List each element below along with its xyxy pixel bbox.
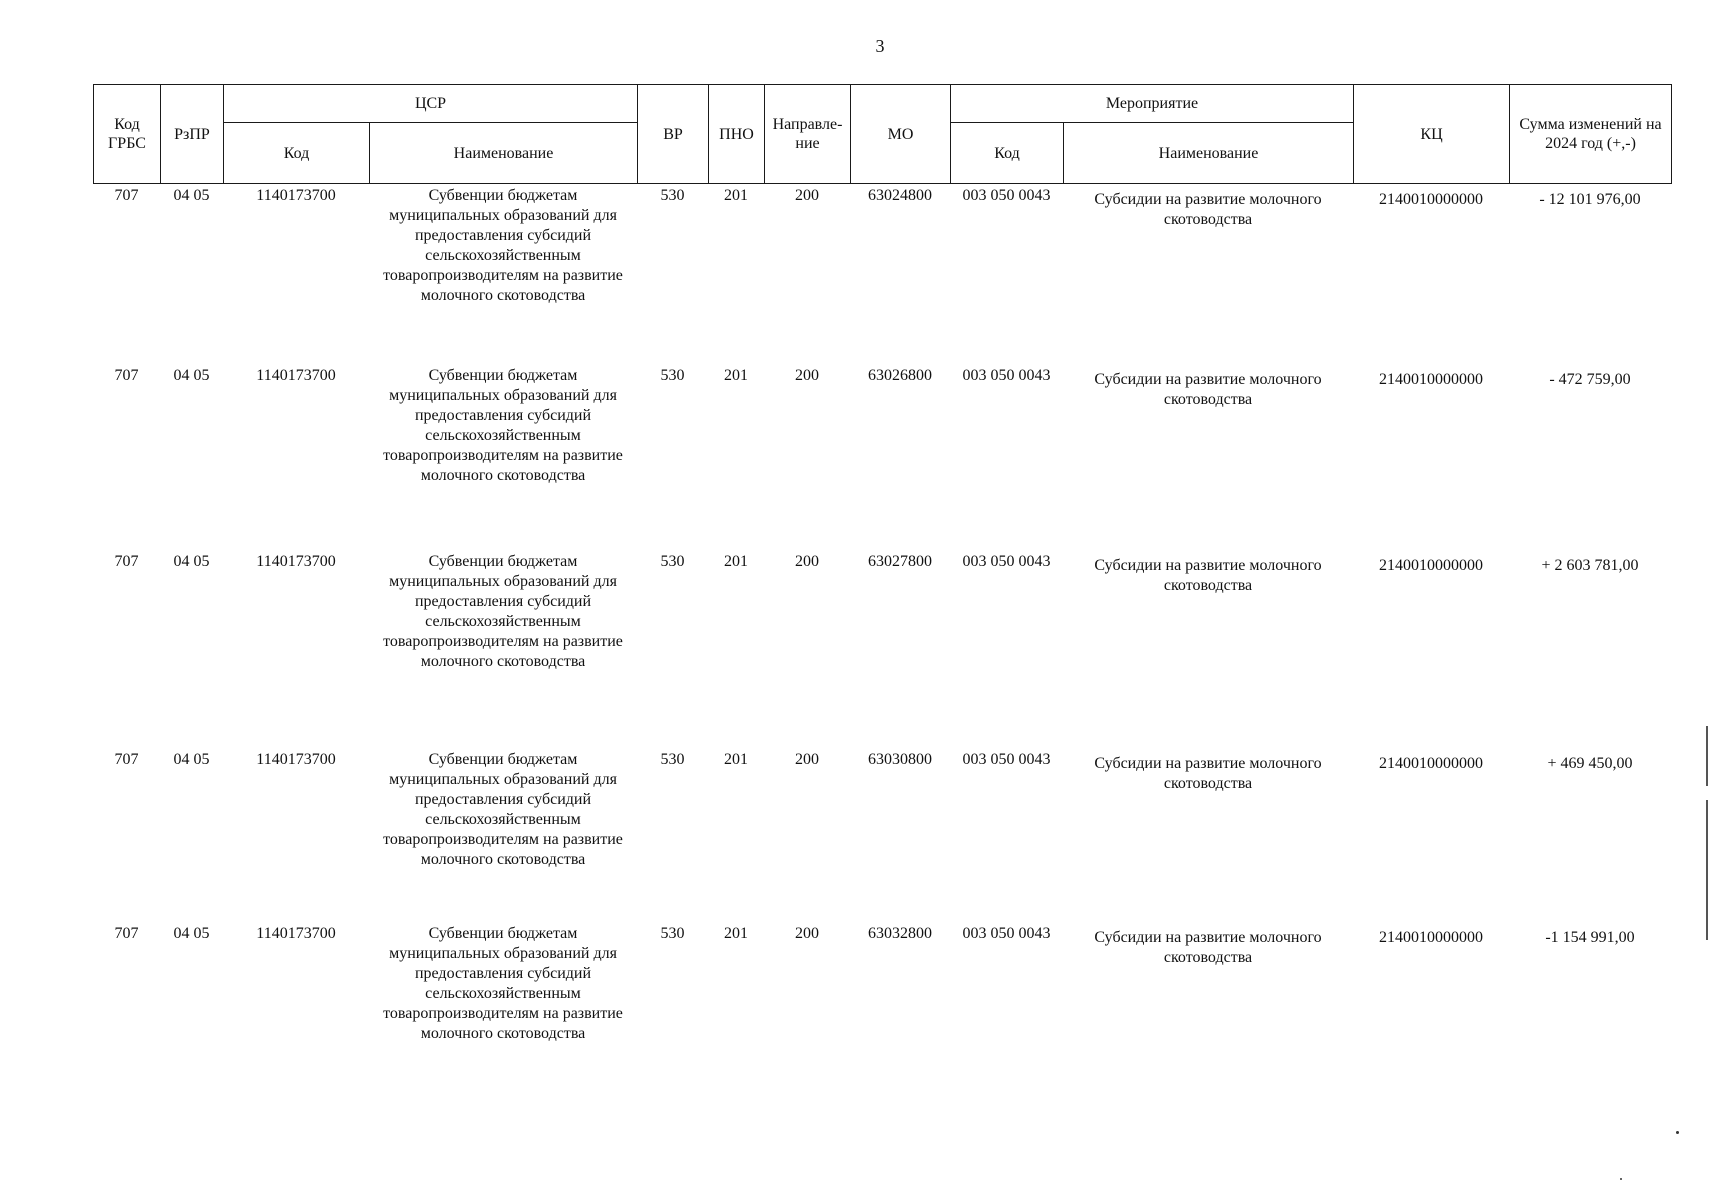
cell-pno: 201 (724, 751, 748, 768)
cell-mer-kod: 003 050 0043 (962, 553, 1051, 570)
cell-napravlenie: 200 (795, 187, 819, 204)
cell-pno: 201 (724, 553, 748, 570)
table-header (93, 84, 1672, 184)
cell-pno: 201 (724, 367, 748, 384)
cell-rzpr: 04 05 (173, 187, 210, 204)
table-body (93, 184, 1671, 1070)
cell-mo: 63024800 (868, 187, 932, 204)
cell-csr-name: Субвенции бюджетам муниципальных образований для предоставления субсидий сельскохозяйственным товаропроизводителям на развитие молочного скотоводства (383, 187, 623, 304)
cell-grbs: 707 (114, 925, 139, 942)
cell-mer-name: Субсидии на развитие молочного скотоводства (1094, 755, 1322, 792)
header-kod-grbs: Код ГРБС (94, 85, 161, 184)
page-number: 3 (875, 36, 885, 56)
cell-csr-name: Субвенции бюджетам муниципальных образований для предоставления субсидий сельскохозяйственным товаропроизводителям на развитие молочного скотоводства (383, 751, 623, 868)
cell-napravlenie: 200 (795, 751, 819, 768)
cell-mer-kod: 003 050 0043 (962, 925, 1051, 942)
cell-napravlenie: 200 (795, 553, 819, 570)
cell-napravlenie: 200 (795, 367, 819, 384)
cell-mer-name: Субсидии на развитие молочного скотоводства (1094, 929, 1322, 966)
cell-vr: 530 (660, 367, 685, 384)
cell-pno: 201 (724, 187, 748, 204)
cell-mo: 63032800 (868, 925, 932, 942)
cell-summa: -1 154 991,00 (1545, 929, 1635, 946)
cell-grbs: 707 (114, 367, 139, 384)
cell-kc: 2140010000000 (1379, 929, 1483, 946)
header-csr-kod: Код (224, 123, 370, 184)
cell-kc: 2140010000000 (1379, 191, 1483, 208)
header-rzpr: РзПР (161, 85, 224, 184)
cell-grbs: 707 (114, 751, 139, 768)
cell-mo: 63030800 (868, 751, 932, 768)
cell-grbs: 707 (114, 187, 139, 204)
cell-mo: 63026800 (868, 367, 932, 384)
cell-summa: - 472 759,00 (1549, 371, 1631, 388)
cell-vr: 530 (660, 553, 685, 570)
cell-rzpr: 04 05 (173, 553, 210, 570)
cell-mer-kod: 003 050 0043 (962, 751, 1051, 768)
cell-csr-kod: 1140173700 (256, 367, 336, 384)
cell-vr: 530 (660, 187, 685, 204)
cell-rzpr: 04 05 (173, 751, 210, 768)
cell-csr-kod: 1140173700 (256, 553, 336, 570)
table-row (93, 184, 1671, 364)
table-row (93, 550, 1671, 748)
cell-kc: 2140010000000 (1379, 755, 1483, 772)
cell-mer-name: Субсидии на развитие молочного скотоводства (1094, 557, 1322, 594)
scan-artifact-line (1706, 726, 1708, 786)
table-row (93, 922, 1671, 1070)
cell-rzpr: 04 05 (173, 367, 210, 384)
header-csr: ЦСР (224, 85, 638, 123)
header-mo: МО (851, 85, 951, 184)
cell-csr-name: Субвенции бюджетам муниципальных образований для предоставления субсидий сельскохозяйственным товаропроизводителям на развитие молочного скотоводства (383, 367, 623, 484)
cell-vr: 530 (660, 925, 685, 942)
scan-artifact-dot (1676, 1131, 1679, 1134)
header-mer-kod: Код (951, 123, 1064, 184)
cell-mo: 63027800 (868, 553, 932, 570)
cell-mer-name: Субсидии на развитие молочного скотоводства (1094, 191, 1322, 228)
cell-csr-kod: 1140173700 (256, 187, 336, 204)
header-pno: ПНО (709, 85, 765, 184)
header-csr-name: Наименование (370, 123, 638, 184)
table-row (93, 364, 1671, 550)
header-mer-name: Наименование (1064, 123, 1354, 184)
header-vr: ВР (638, 85, 709, 184)
cell-csr-kod: 1140173700 (256, 751, 336, 768)
cell-rzpr: 04 05 (173, 925, 210, 942)
scan-artifact-line (1706, 800, 1708, 940)
cell-summa: + 2 603 781,00 (1541, 557, 1639, 574)
table-row (93, 748, 1671, 922)
cell-vr: 530 (660, 751, 685, 768)
cell-grbs: 707 (114, 553, 139, 570)
cell-summa: - 12 101 976,00 (1539, 191, 1641, 208)
header-kc: КЦ (1354, 85, 1510, 184)
cell-mer-kod: 003 050 0043 (962, 187, 1051, 204)
cell-mer-kod: 003 050 0043 (962, 367, 1051, 384)
header-napravlenie: Направле-ние (765, 85, 851, 184)
cell-kc: 2140010000000 (1379, 557, 1483, 574)
cell-csr-kod: 1140173700 (256, 925, 336, 942)
cell-csr-name: Субвенции бюджетам муниципальных образований для предоставления субсидий сельскохозяйственным товаропроизводителям на развитие молочного скотоводства (383, 925, 623, 1042)
cell-napravlenie: 200 (795, 925, 819, 942)
cell-kc: 2140010000000 (1379, 371, 1483, 388)
cell-pno: 201 (724, 925, 748, 942)
cell-mer-name: Субсидии на развитие молочного скотоводства (1094, 371, 1322, 408)
header-meropriyatie: Мероприятие (951, 85, 1354, 123)
scan-artifact-dot (1620, 1178, 1622, 1180)
cell-summa: + 469 450,00 (1547, 755, 1633, 772)
cell-csr-name: Субвенции бюджетам муниципальных образований для предоставления субсидий сельскохозяйственным товаропроизводителям на развитие молочного скотоводства (383, 553, 623, 670)
header-summa: Сумма изменений на 2024 год (+,-) (1510, 85, 1672, 184)
